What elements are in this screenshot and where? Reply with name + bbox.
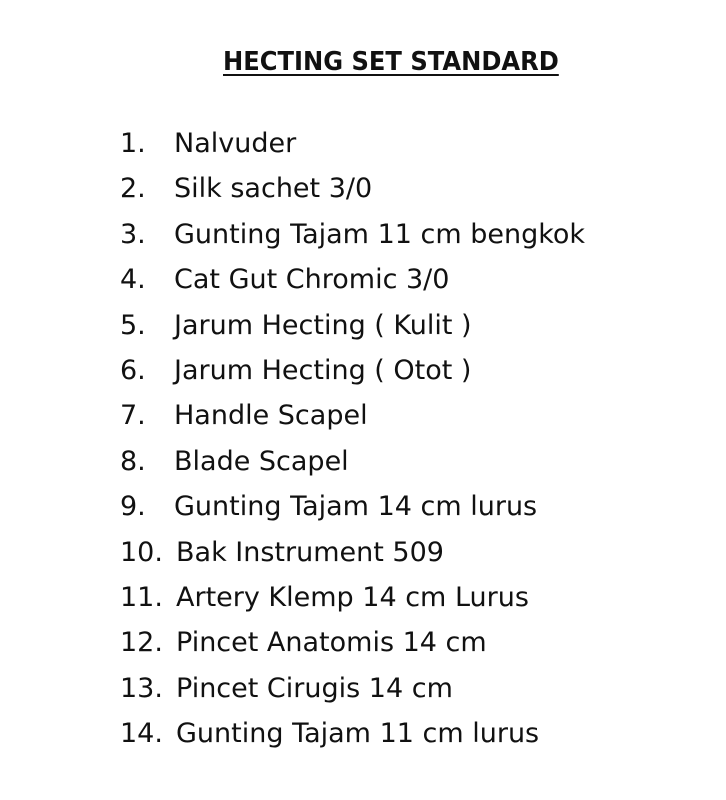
list-item — [120, 212, 585, 257]
list-item-number: 11. — [120, 581, 163, 613]
list-item-text: Pincet Anatomis 14 cm — [176, 627, 487, 659]
list-item — [120, 121, 585, 166]
list-item — [120, 666, 585, 711]
list-item — [120, 711, 585, 756]
list-item — [120, 393, 585, 438]
list-item-number: 13. — [120, 672, 163, 704]
list-item-number: 5. — [120, 309, 146, 341]
list-item-text: Gunting Tajam 11 cm lurus — [176, 718, 540, 750]
item-list — [120, 121, 585, 756]
list-item — [120, 484, 585, 529]
list-item — [120, 166, 585, 211]
list-item-text: Cat Gut Chromic 3/0 — [174, 264, 450, 296]
list-item-number: 3. — [120, 218, 146, 250]
list-item — [120, 620, 585, 665]
list-item-number: 7. — [120, 400, 146, 432]
list-item-text: Jarum Hecting ( Otot ) — [174, 354, 472, 386]
list-item-number: 6. — [120, 354, 146, 386]
list-item — [120, 257, 585, 302]
list-item-text: Jarum Hecting ( Kulit ) — [174, 309, 472, 341]
list-item-text: Blade Scapel — [174, 445, 349, 477]
list-item-text: Silk sachet 3/0 — [174, 173, 373, 205]
list-item-number: 12. — [120, 627, 163, 659]
list-item-number: 10. — [120, 536, 163, 568]
list-item-number: 14. — [120, 718, 163, 750]
list-item — [120, 303, 585, 348]
list-item-text: Bak Instrument 509 — [176, 536, 444, 568]
list-item-number: 2. — [120, 173, 146, 205]
list-item — [120, 530, 585, 575]
list-item-text: Nalvuder — [174, 128, 297, 159]
document-title: HECTING SET STANDARD — [223, 47, 559, 77]
list-item-number: 9. — [120, 491, 146, 523]
list-item-text: Artery Klemp 14 cm Lurus — [176, 581, 529, 613]
list-item — [120, 439, 585, 484]
list-item-text: Gunting Tajam 14 cm lurus — [174, 491, 538, 523]
list-item-text: Handle Scapel — [174, 400, 368, 432]
list-item-text: Gunting Tajam 11 cm bengkok — [174, 218, 586, 250]
list-item — [120, 575, 585, 620]
list-item-number: 1. — [120, 128, 146, 159]
list-item-text: Pincet Cirugis 14 cm — [176, 672, 453, 704]
list-item-number: 8. — [120, 445, 146, 477]
list-item — [120, 348, 585, 393]
list-item-number: 4. — [120, 264, 146, 296]
